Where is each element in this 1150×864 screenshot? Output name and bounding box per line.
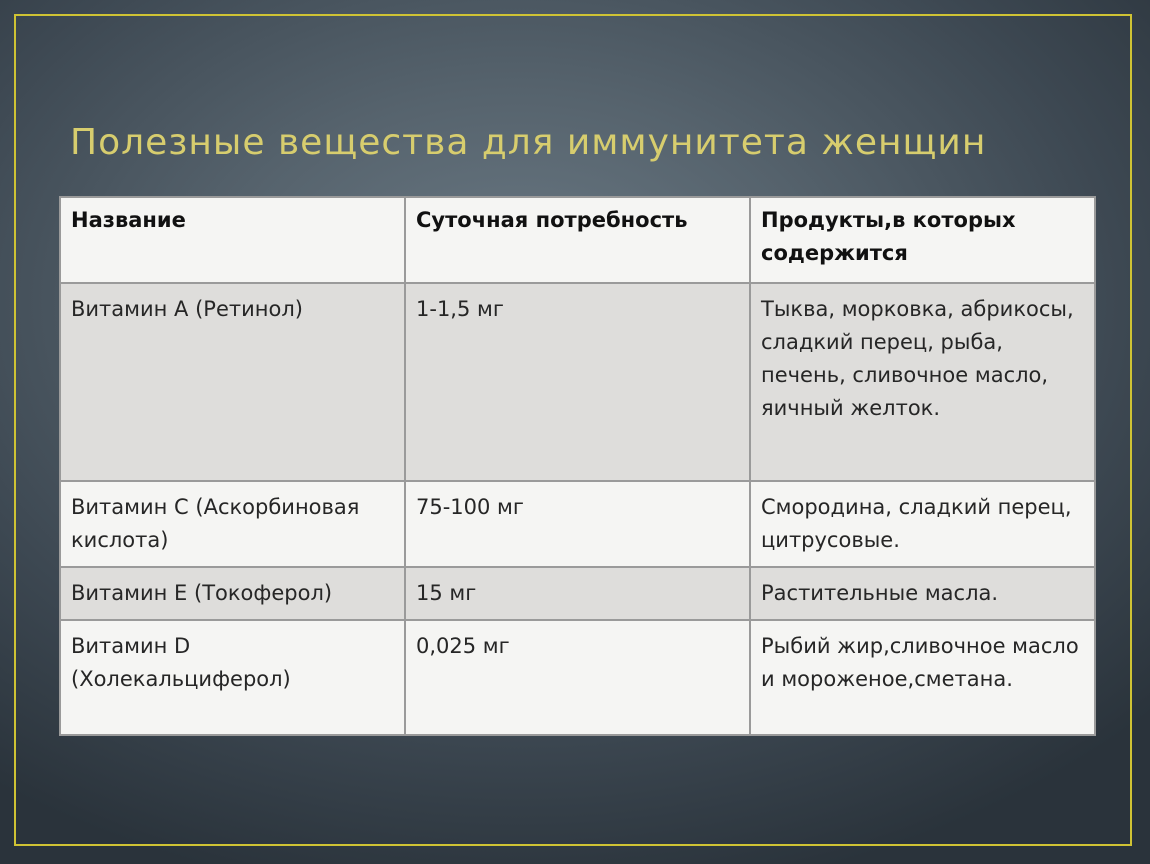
header-name: Название xyxy=(60,197,405,283)
products: Рыбий жир,сливочное масло и мороженое,сметана. xyxy=(750,620,1095,735)
table-header-row xyxy=(60,197,1095,283)
vitamin-name: Витамин Е (Токоферол) xyxy=(60,567,405,620)
header-products: Продукты,в которых содержится xyxy=(750,197,1095,283)
vitamins-table xyxy=(59,196,1096,736)
daily-need: 1-1,5 мг xyxy=(405,283,750,481)
slide-title: Полезные вещества для иммунитета женщин xyxy=(70,122,987,163)
vitamin-name: Витамин D (Холекальциферол) xyxy=(60,620,405,735)
products: Тыква, морковка, абрикосы, сладкий перец, рыба, печень, сливочное масло, яичный желток. xyxy=(750,283,1095,481)
table-row xyxy=(60,481,1095,567)
vitamin-name: Витамин С (Аскорбиновая кислота) xyxy=(60,481,405,567)
products: Растительные масла. xyxy=(750,567,1095,620)
daily-need: 0,025 мг xyxy=(405,620,750,735)
daily-need: 75-100 мг xyxy=(405,481,750,567)
daily-need: 15 мг xyxy=(405,567,750,620)
header-daily-need: Суточная потребность xyxy=(405,197,750,283)
table-row xyxy=(60,567,1095,620)
table-row xyxy=(60,283,1095,481)
products: Смородина, сладкий перец, цитрусовые. xyxy=(750,481,1095,567)
vitamin-name: Витамин А (Ретинол) xyxy=(60,283,405,481)
table-row xyxy=(60,620,1095,735)
